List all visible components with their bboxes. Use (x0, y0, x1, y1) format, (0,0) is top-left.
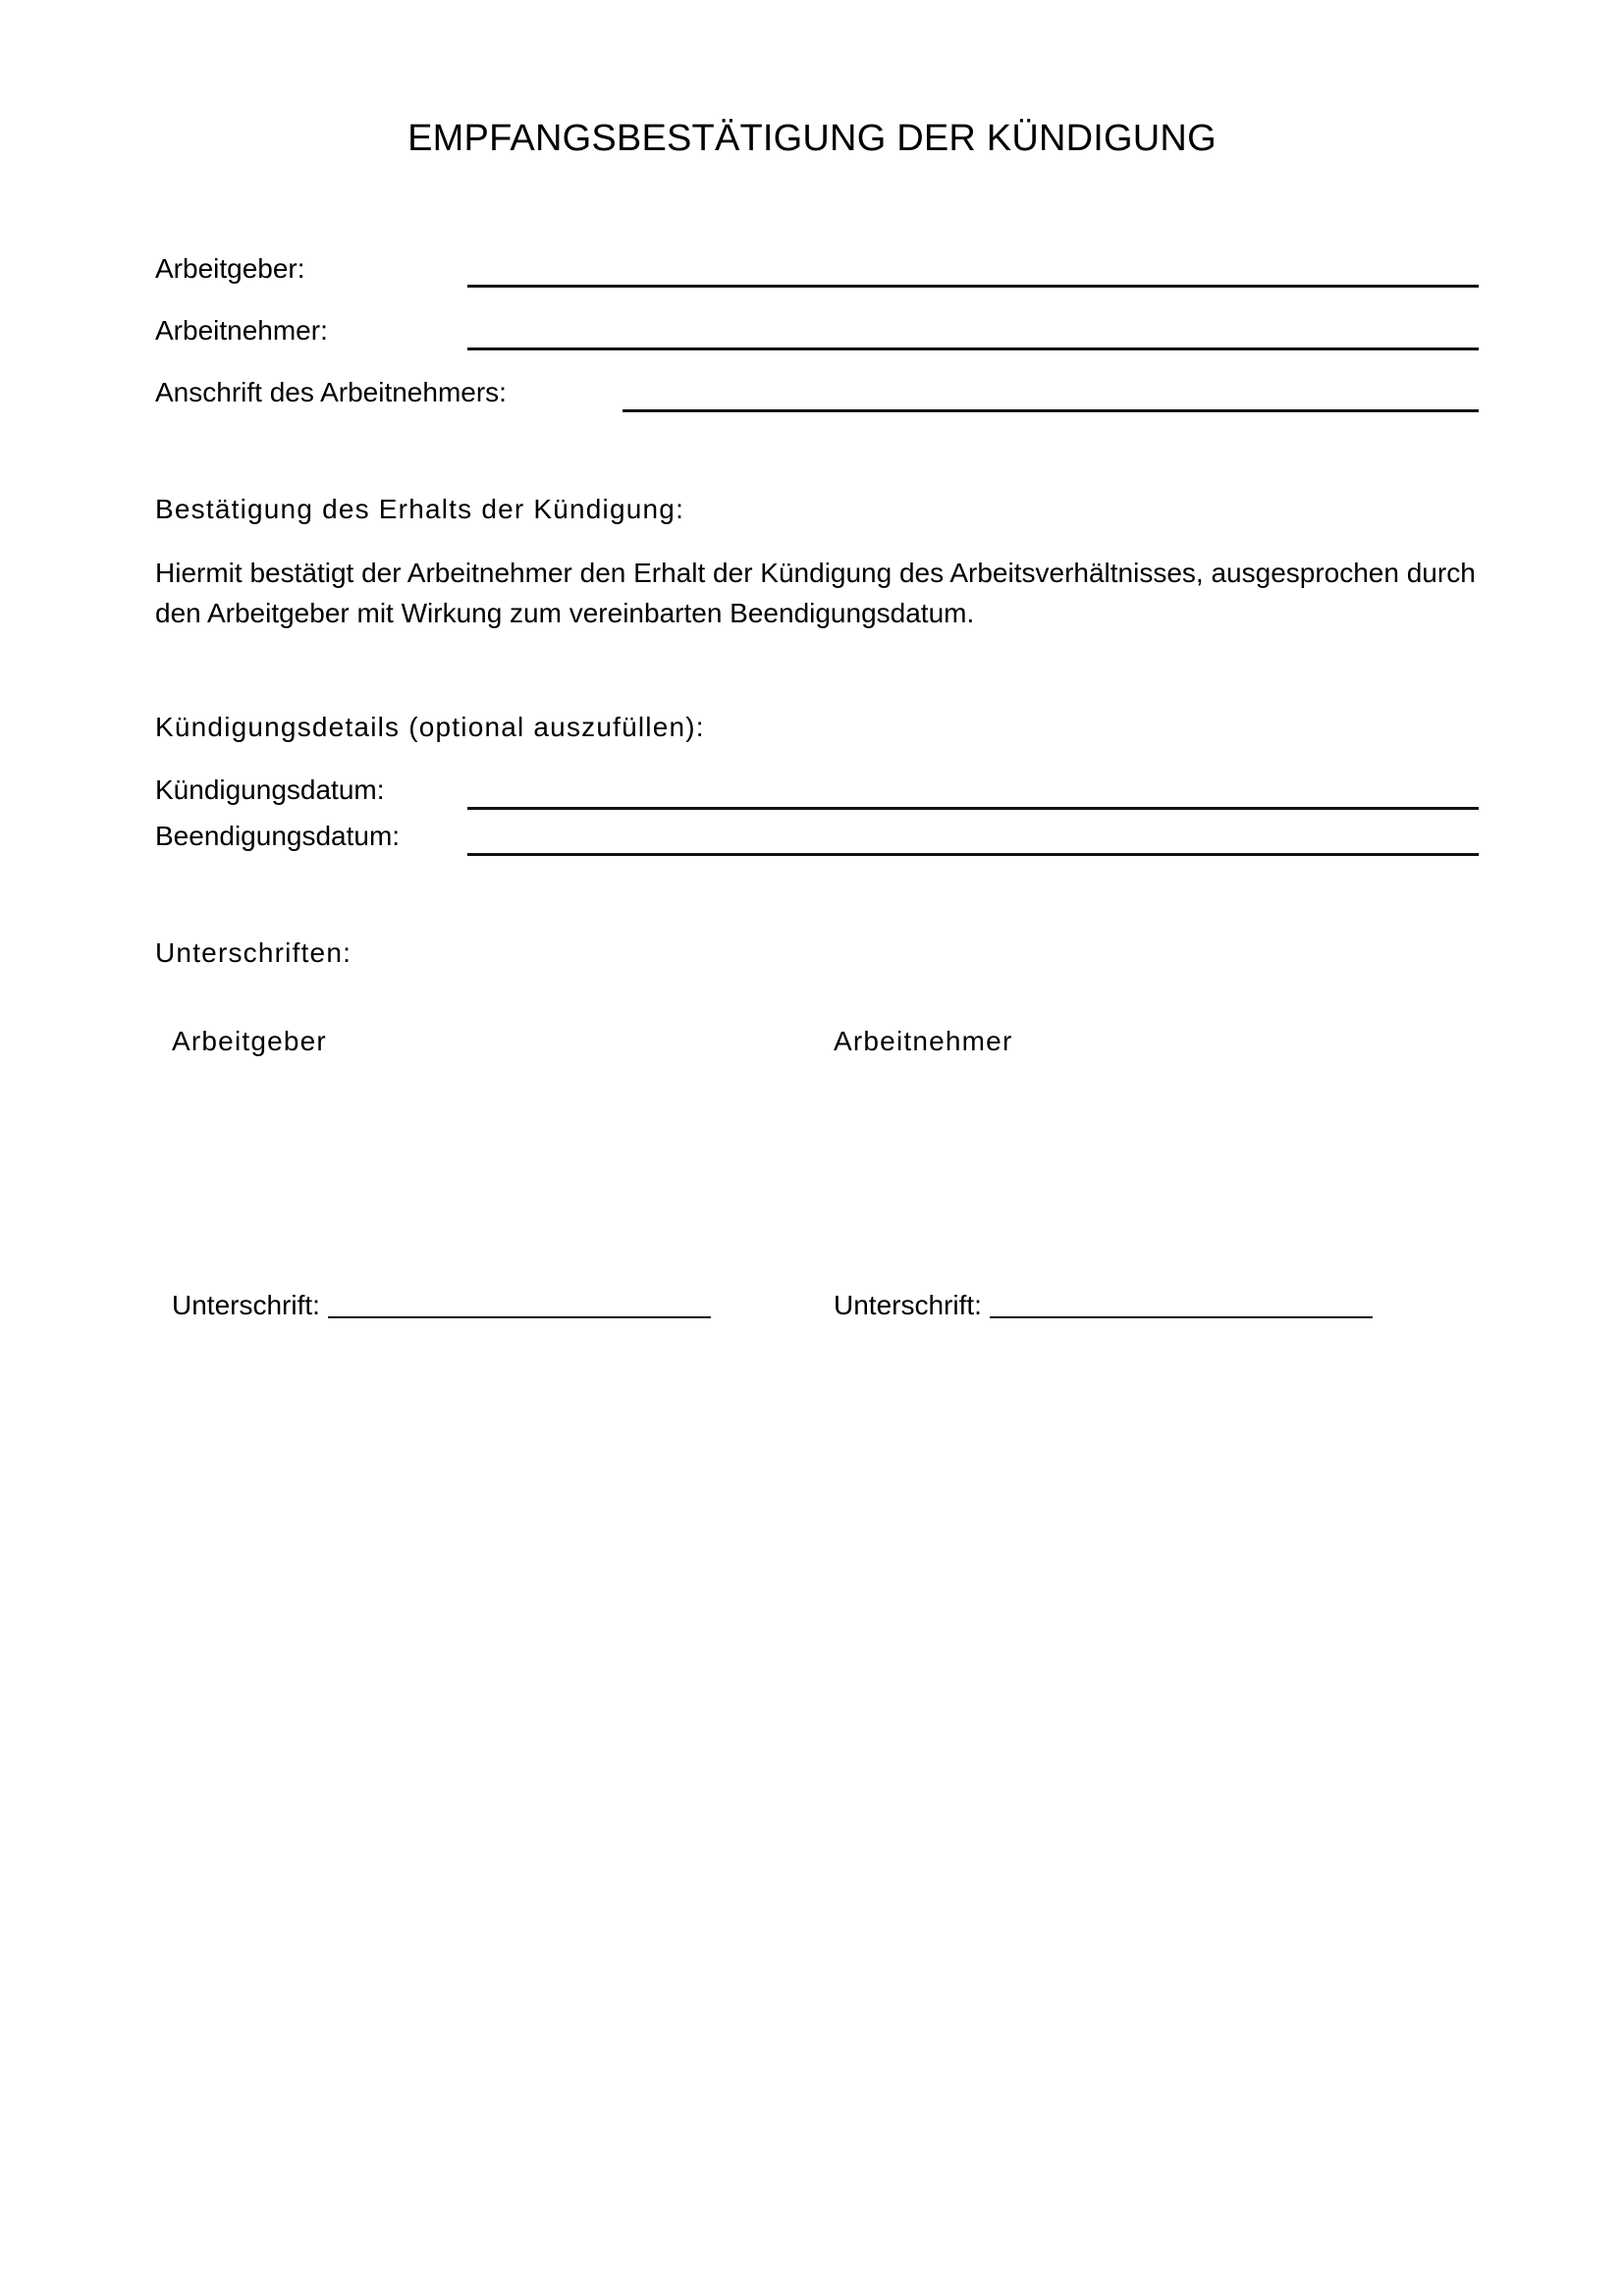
termination-date-field-line[interactable] (467, 807, 1479, 810)
end-date-label: Beendigungsdatum: (155, 821, 401, 851)
employer-signature-field (172, 1290, 711, 1321)
employee-signature-heading: Arbeitnehmer (834, 1026, 1013, 1056)
details-heading: Kündigungsdetails (optional auszufüllen): (155, 712, 705, 742)
signatures-heading: Unterschriften: (155, 937, 352, 968)
end-date-field-line[interactable] (467, 853, 1479, 856)
confirmation-heading: Bestätigung des Erhalts der Kündigung: (155, 494, 685, 524)
employer-signature-heading: Arbeitgeber (172, 1026, 327, 1056)
confirmation-paragraph (155, 553, 1481, 633)
employee-field-line[interactable] (467, 347, 1479, 350)
employee-label: Arbeitnehmer: (155, 315, 328, 346)
document-title: EMPFANGSBESTÄTIGUNG DER KÜNDIGUNG (407, 118, 1217, 159)
employee-signature-line[interactable] (990, 1316, 1373, 1318)
confirmation-line-2: den Arbeitgeber mit Wirkung zum vereinbarten Beendigungsdatum. (155, 598, 975, 628)
termination-date-label: Kündigungsdatum: (155, 774, 385, 805)
employer-label: Arbeitgeber: (155, 253, 305, 284)
confirmation-line-1: Hiermit bestätigt der Arbeitnehmer den Erhalt der Kündigung des Arbeitsverhältnisses, ausgesprochen durch (155, 558, 1476, 588)
employer-field-line[interactable] (467, 285, 1479, 288)
employee-address-label: Anschrift des Arbeitnehmers: (155, 377, 507, 407)
employer-signature-label: Unterschrift: (172, 1290, 320, 1320)
employee-signature-label: Unterschrift: (834, 1290, 982, 1320)
employer-signature-line[interactable] (328, 1316, 711, 1318)
employee-address-field-line[interactable] (623, 409, 1479, 412)
employee-signature-field (834, 1290, 1373, 1321)
